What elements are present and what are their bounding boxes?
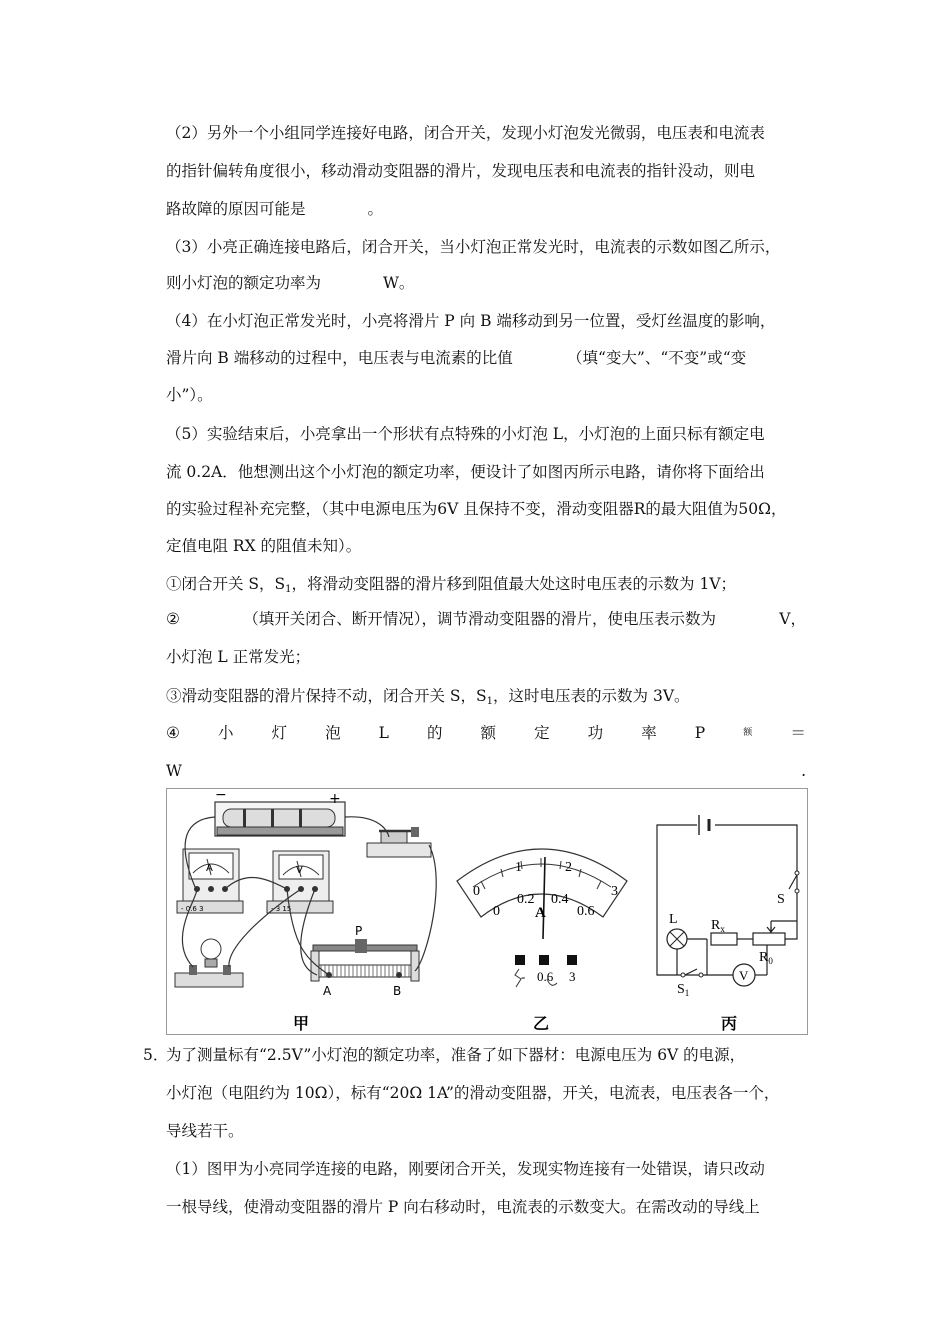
dial-unit-a: A <box>535 905 546 921</box>
battery-symbol <box>699 815 709 835</box>
top-scale-3: 3 <box>611 884 618 899</box>
circuit-figure <box>166 788 808 1035</box>
q5-line1: 为了测量标有“2.5V”小灯泡的额定功率，准备了如下器材：电源电压为 6V 的电源， <box>166 1046 746 1064</box>
top-scale-0: 0 <box>473 884 480 899</box>
step4-word: 泡 <box>325 724 341 742</box>
caption-jia: 甲 <box>293 1014 310 1033</box>
ammeter-terminals: - 0.6 3 <box>181 905 204 913</box>
q4-step1: ①闭合开关 S，$S_1$，将滑动变阻器的滑片移到阻值最大处这时电压表的示数为 1V； <box>166 575 737 595</box>
figure-jia <box>175 789 436 1033</box>
lamp-l-symbol <box>667 929 687 949</box>
q4-part5-line1: （5）实验结束后，小亮拿出一个形状有点特殊的小灯泡 L，小灯泡的上面只标有额定电 <box>166 425 765 443</box>
q4-part4-line2: 滑片向 B 端移动的过程中，电压表与电流素的比值 （填“变大”、“不变”或“变 <box>166 349 747 367</box>
q4-part4-line3: 小”）。 <box>166 386 213 404</box>
q5-number: 5． <box>143 1046 169 1064</box>
resistor-rx-symbol <box>711 933 737 945</box>
step4-word: L <box>378 724 389 742</box>
step4-word: 的 <box>426 724 443 742</box>
step4-word: P <box>694 724 706 742</box>
ammeter-label: A <box>206 863 213 874</box>
step4-word: 小 <box>217 724 234 742</box>
rheostat-end-a: A <box>323 984 332 998</box>
q4-step3: ③滑动变阻器的滑片保持不动，闭合开关 S，$S_1$，这时电压表的示数为 3V。 <box>166 687 690 707</box>
label-s1: $S_1$ <box>677 982 690 998</box>
q4-part2-line2: 的指针偏转角度很小，移动滑动变阻器的滑片，发现电压表和电流表的指针没动，则电 <box>166 162 756 180</box>
q5-part1-line1: （1）图甲为小亮同学连接的电路，刚要闭合开关，发现实物连接有一处错误，请只改动 <box>166 1160 765 1178</box>
step4-word: 灯 <box>271 724 288 742</box>
terminal-06 <box>539 955 549 965</box>
q4-part5-line4: 定值电阻 RX 的阻值未知）。 <box>166 537 362 555</box>
terminal-label-3: 3 <box>569 969 576 984</box>
q4-part5-line2: 流 0.2A．他想测出这个小灯泡的额定功率，便设计了如图丙所示电路，请你将下面给出 <box>166 463 765 481</box>
q4-part5-line3: 的实验过程补充完整，（其中电源电压为6V 且保持不变，滑动变阻器R的最大阻值为50Ω， <box>166 500 787 518</box>
rheostat-end-b: B <box>393 984 402 998</box>
bottom-scale-0: 0 <box>493 904 500 919</box>
switch <box>367 827 431 857</box>
q4-step2-line2: 小灯泡 L 正常发光； <box>166 648 311 666</box>
caption-bing: 丙 <box>721 1014 738 1033</box>
battery-box <box>215 802 345 836</box>
q5-part1-line2: 一根导线，使滑动变阻器的滑片 P 向右移动时，电流表的示数变大。在需改动的导线上 <box>166 1198 760 1216</box>
caption-yi: 乙 <box>533 1014 550 1033</box>
ammeter <box>177 849 243 913</box>
circuit-figure-svg <box>167 789 809 1036</box>
label-v: V <box>739 968 749 983</box>
bottom-scale-02: 0.2 <box>517 892 535 907</box>
figure-yi <box>457 849 627 1033</box>
q4-part2-line1: （2）另外一个小组同学连接好电路，闭合开关，发现小灯泡发光微弱，电压表和电流表 <box>166 124 765 142</box>
voltmeter-label: V <box>296 865 303 876</box>
step4-word: 定 <box>534 724 550 742</box>
figure-bing <box>657 815 799 1033</box>
battery-minus-label: − <box>215 789 227 803</box>
q4-part2-line3: 路故障的原因可能是 。 <box>166 200 384 218</box>
terminal-label-06: 0.6 <box>537 969 554 984</box>
step4-equals: ＝ <box>790 724 806 742</box>
lamp <box>175 939 243 987</box>
step4-word: ④ <box>166 724 180 742</box>
bottom-scale-04: 0.4 <box>551 892 569 907</box>
step4-subscript: 额 <box>743 728 753 738</box>
step4-word: 额 <box>480 724 497 742</box>
voltmeter <box>267 851 333 913</box>
terminal-minus <box>515 955 525 965</box>
label-r0: $R_0$ <box>759 950 773 966</box>
bottom-scale-06: 0.6 <box>577 904 595 919</box>
voltmeter-terminals: - 3 15 <box>271 905 292 913</box>
step4-word: 功 <box>587 724 604 742</box>
top-scale-2: 2 <box>565 860 572 875</box>
schematic-wires <box>657 825 797 975</box>
label-l: L <box>669 912 678 927</box>
label-rx: $R_x$ <box>711 918 725 934</box>
slider-p-label: P <box>355 924 363 938</box>
rheostat <box>311 939 419 981</box>
q4-part4-line1: （4）在小灯泡正常发光时，小亮将滑片 P 向 B 端移动到另一位置，受灯丝温度的影响， <box>166 312 776 330</box>
terminal-label-minus: - <box>521 969 526 984</box>
step4-word: 率 <box>641 724 657 742</box>
label-s: S <box>777 892 785 907</box>
q5-line2: 小灯泡（电阻约为 10Ω），标有“20Ω 1A”的滑动变阻器，开关，电流表，电压表各一个， <box>166 1084 780 1102</box>
q4-part3-line2: 则小灯泡的额定功率为 W。 <box>166 274 415 292</box>
top-scale-1: 1 <box>515 860 522 875</box>
q4-step4 <box>166 722 806 744</box>
terminal-3 <box>567 955 577 965</box>
q5-line3: 导线若干。 <box>166 1122 244 1140</box>
q4-step2: ② （填开关闭合、断开情况），调节滑动变阻器的滑片，使电压表示数为 V， <box>166 610 806 628</box>
battery-plus-label: + <box>329 791 341 807</box>
q4-step4-line2: W . <box>166 762 806 780</box>
q4-part3-line1: （3）小亮正确连接电路后，闭合开关，当小灯泡正常发光时，电流表的示数如图乙所示， <box>166 238 781 256</box>
switch-s1-symbol <box>681 969 703 977</box>
rheostat-r0-symbol <box>753 933 785 945</box>
rheostat-arrow <box>767 921 775 932</box>
